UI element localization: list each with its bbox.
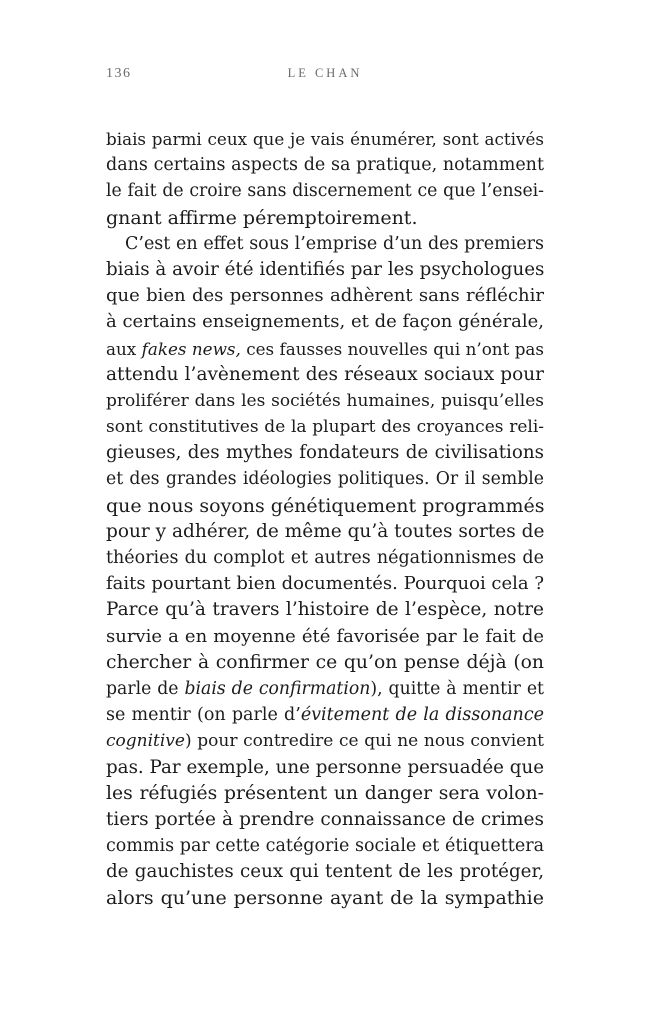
text-line: commis par cette catégorie sociale et étiquettera: [106, 836, 544, 857]
page-number: 136: [106, 66, 132, 81]
italic-term: biais de confirmation: [184, 678, 371, 699]
text-line: pour y adhérer, de même qu’à toutes sortes de: [106, 520, 544, 542]
text-line: chercher à confirmer ce qu’on pense déjà (on: [106, 651, 544, 673]
italic-term: fakes news,: [141, 338, 241, 359]
text-line: à certains enseignements, et de façon générale,: [106, 311, 544, 333]
text-line: survie a en moyenne été favorisée par le fait de: [106, 625, 544, 647]
text-line: attendu l’avènement des réseaux sociaux pour: [106, 363, 544, 385]
text-line: dans certains aspects de sa pratique, notamment: [106, 155, 544, 176]
text-line: alors qu’une personne ayant de la sympathie: [106, 887, 544, 910]
paragraph-start-line: C’est en effet sous l’emprise d’un des premiers: [125, 233, 544, 254]
text-line: parle de biais de confirmation), quitte à mentir et: [106, 678, 544, 699]
text-line: de gauchistes ceux qui tentent de les protéger,: [106, 861, 544, 883]
text-line: que nous soyons génétiquement programmés: [106, 494, 544, 517]
italic-term: évitement de la dissonance: [300, 705, 544, 726]
running-title: LE CHAN: [287, 66, 363, 80]
text-line: les réfugiés présentent un danger sera volon-: [106, 782, 544, 804]
text-line: théories du complot et autres négationnismes de: [106, 548, 544, 568]
text-line: et des grandes idéologies politiques. Or il semble: [106, 469, 544, 490]
text-line: que bien des personnes adhèrent sans réfléchir: [106, 285, 544, 307]
text-line: proliférer dans les sociétés humaines, puisqu’elles: [106, 390, 544, 411]
text-line: le fait de croire sans discernement ce que l’ensei-: [106, 181, 544, 202]
italic-term: cognitive: [106, 731, 185, 752]
text-line: cognitive) pour contredire ce qui ne nous convient: [106, 731, 544, 752]
body-text: [106, 126, 544, 912]
text-line: se mentir (on parle d’évitement de la dissonance: [106, 705, 544, 726]
text-line: faits pourtant bien documentés. Pourquoi cela ?: [106, 573, 544, 595]
text-line: aux fakes news, ces fausses nouvelles qui n’ont pas: [106, 338, 544, 359]
text-line: sont constitutives de la plupart des croyances reli-: [106, 417, 544, 438]
text-line: tiers portée à prendre connaissance de crimes: [106, 808, 544, 830]
paragraph-end-line: gnant affirme péremptoirement.: [106, 206, 418, 229]
text-line: biais à avoir été identifiés par les psychologues: [106, 258, 544, 280]
text-line: gieuses, des mythes fondateurs de civilisations: [106, 442, 544, 464]
text-line: pas. Par exemple, une personne persuadée que: [106, 756, 544, 778]
running-head: [106, 66, 544, 86]
text-line: biais parmi ceux que je vais énumérer, sont activés: [106, 129, 544, 149]
text-line: Parce qu’à travers l’histoire de l’espèce, notre: [106, 599, 544, 621]
